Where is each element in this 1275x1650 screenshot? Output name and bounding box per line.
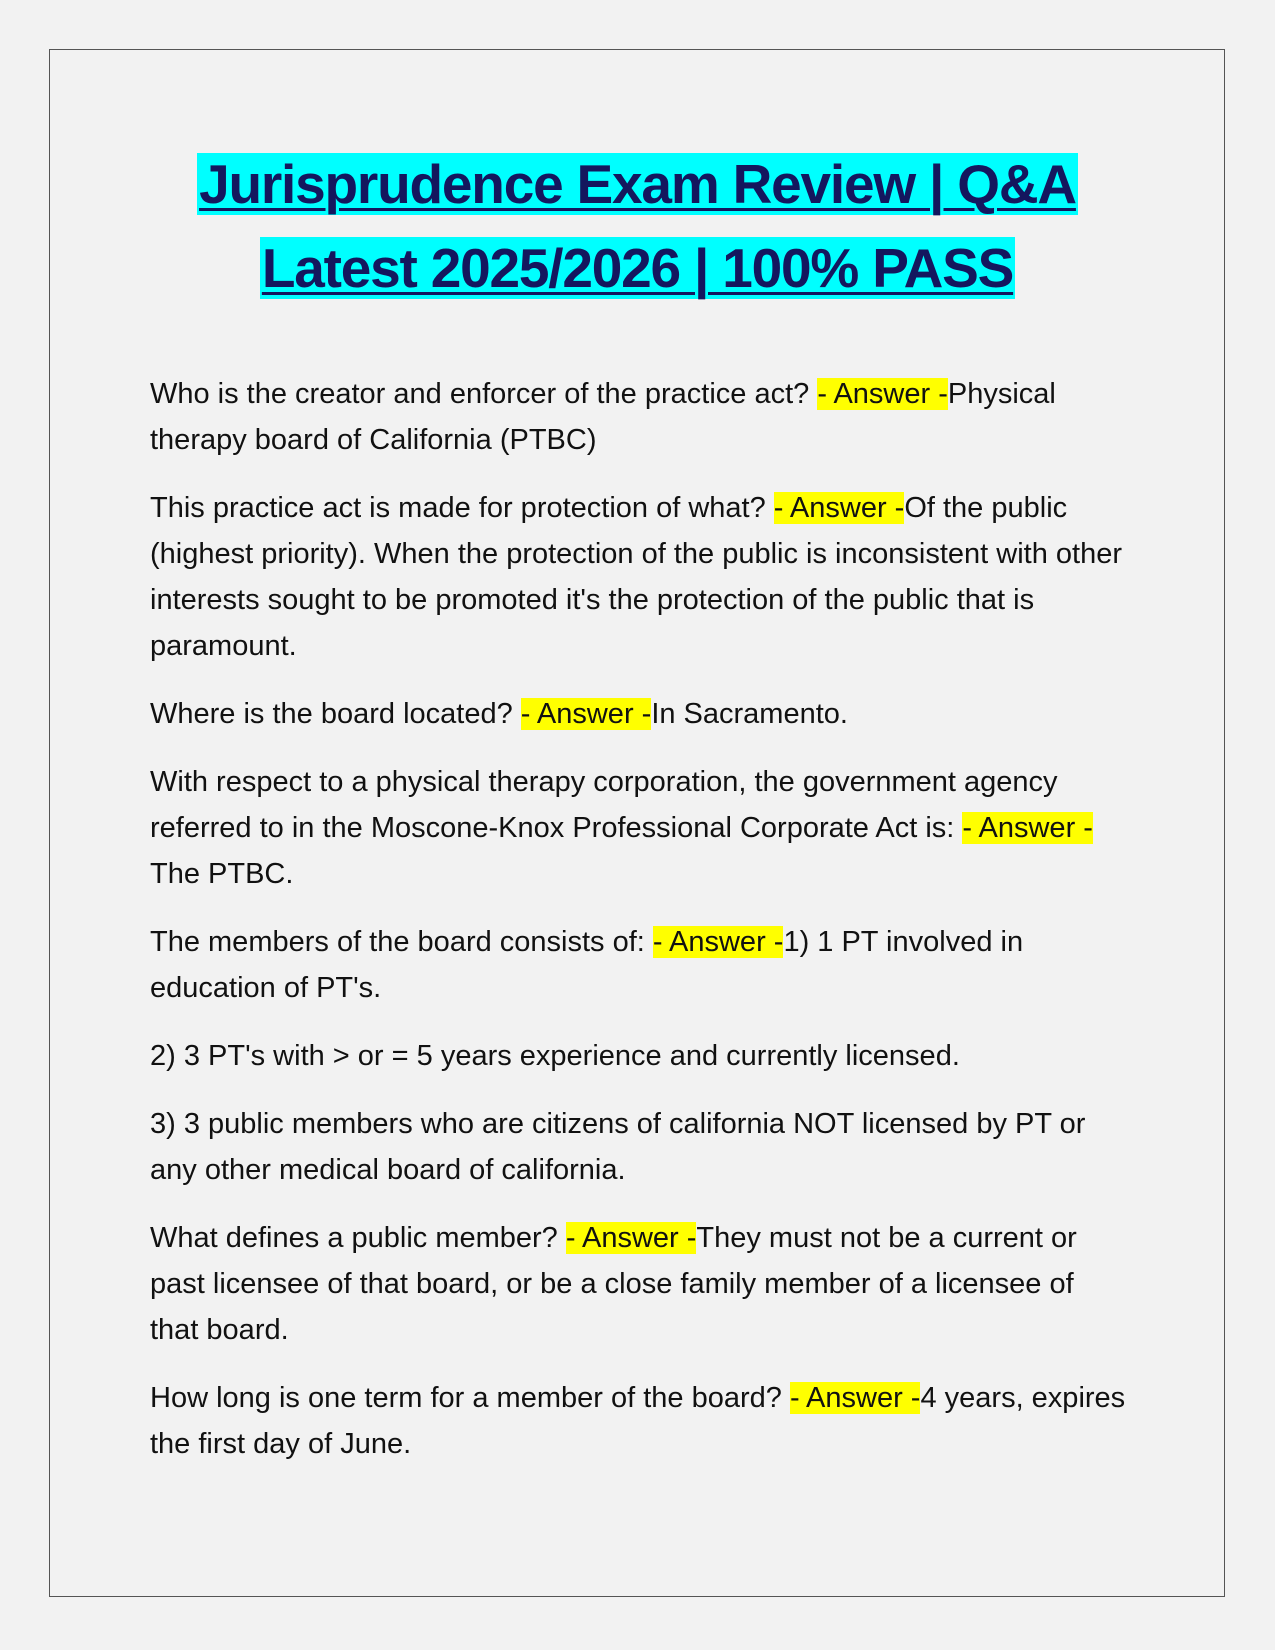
answer-text: 4 years, expires the first day of June. (150, 1382, 1126, 1460)
answer-text: The PTBC. (150, 858, 294, 890)
title-line-2 (0, 226, 1275, 310)
answer-text: In Sacramento. (651, 698, 848, 730)
question-text: This practice act is made for protection of what? (150, 492, 774, 524)
answer-text: Of the public (highest priority). When the protection of the public is inconsistent with other interests sought to be promoted it's the protection of the public that is paramount. (150, 492, 1122, 662)
answer-marker: - Answer - (565, 1222, 697, 1254)
answer-marker: - Answer - (652, 926, 784, 958)
qa-item (150, 485, 1130, 669)
question-text: The members of the board consists of: (150, 926, 653, 958)
answer-continuation: 2) 3 PT's with > or = 5 years experience and currently licensed. (150, 1040, 960, 1072)
answer-continuation: 3) 3 public members who are citizens of california NOT licensed by PT or any other medical board of california. (150, 1108, 1086, 1186)
qa-item (150, 1375, 1130, 1467)
qa-item (150, 691, 1130, 737)
question-text: Who is the creator and enforcer of the practice act? (150, 378, 818, 410)
document-title (0, 142, 1275, 310)
question-text: With respect to a physical therapy corporation, the government agency referred to in the Moscone-Knox Professional Corporate Act is: (150, 766, 1058, 844)
question-text: What defines a public member? (150, 1222, 566, 1254)
qa-item (150, 371, 1130, 463)
question-text: Where is the board located? (150, 698, 521, 730)
answer-text: Physical therapy board of California (PTBC) (150, 378, 1056, 456)
qa-item (150, 919, 1130, 1011)
answer-marker: - Answer - (962, 812, 1093, 844)
question-text: How long is one term for a member of the board? (150, 1382, 790, 1414)
answer-marker: - Answer - (817, 378, 948, 410)
title-line-1 (0, 142, 1275, 226)
answer-marker: - Answer - (773, 492, 905, 524)
answer-text: 1) 1 PT involved in education of PT's. (150, 926, 1024, 1004)
title-text-2: Latest 2025/2026 | 100% PASS (261, 237, 1014, 299)
qa-content (150, 371, 1130, 1489)
answer-text: They must not be a current or past licensee of that board, or be a close family member of a licensee of that board. (150, 1222, 1077, 1346)
qa-item (150, 759, 1130, 897)
qa-item (150, 1215, 1130, 1353)
answer-marker: - Answer - (789, 1382, 921, 1414)
answer-marker: - Answer - (520, 698, 652, 730)
title-text-1: Jurisprudence Exam Review | Q&A (199, 153, 1076, 215)
